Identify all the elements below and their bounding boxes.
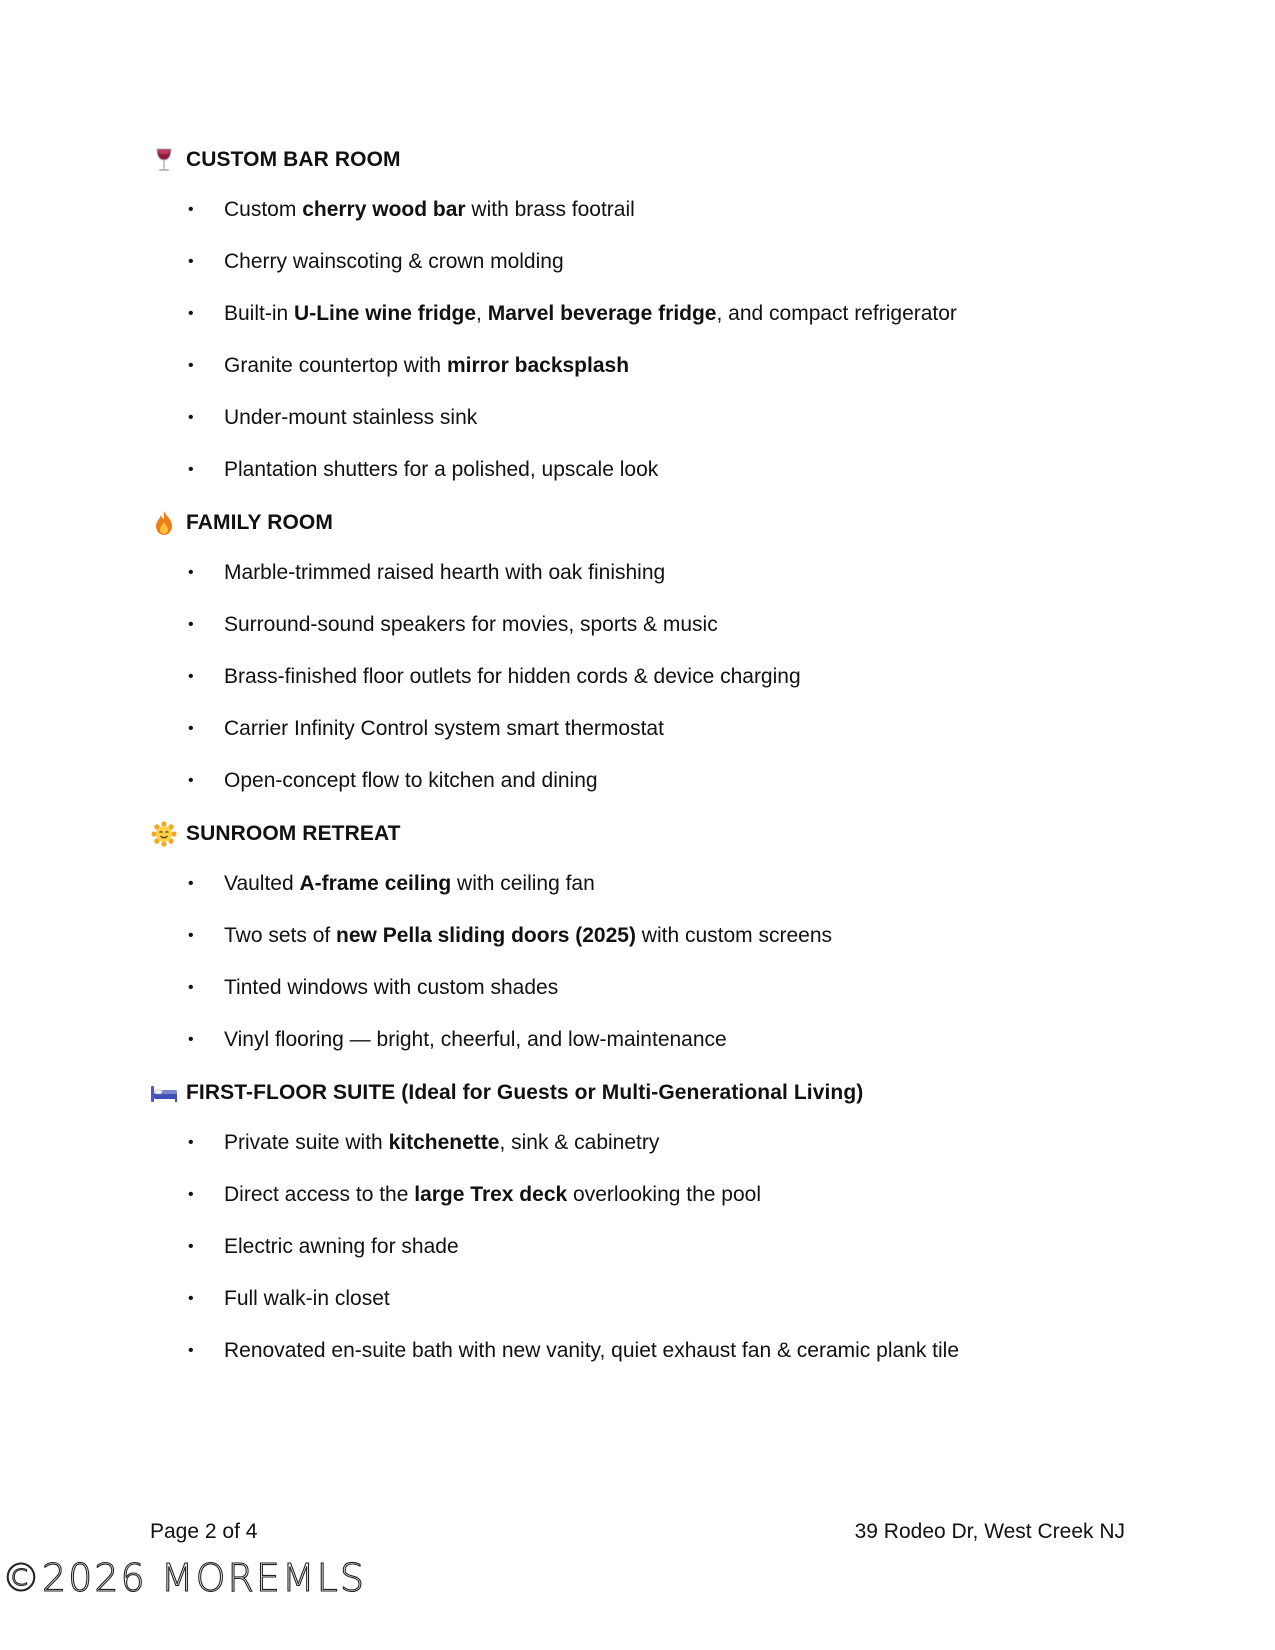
list-item: • Electric awning for shade <box>150 1221 1150 1273</box>
list-item: • Built-in U-Line wine fridge, Marvel beverage fridge, and compact refrigerator <box>150 288 1150 340</box>
list-item: • Brass-finished floor outlets for hidden cords & device charging <box>150 651 1150 703</box>
bullet: • <box>188 1031 194 1048</box>
list-item: • Renovated en-suite bath with new vanity, quiet exhaust fan & ceramic plank tile <box>150 1325 1150 1377</box>
list-item: • Carrier Infinity Control system smart thermostat <box>150 703 1150 755</box>
bullet: • <box>188 875 194 892</box>
item-list <box>150 858 1150 1066</box>
section-sunroom-retreat <box>150 816 1150 1066</box>
bullet: • <box>188 772 194 789</box>
section-custom-bar-room <box>150 142 1150 496</box>
bullet: • <box>188 564 194 581</box>
wine-glass-icon <box>150 146 178 174</box>
bullet: • <box>188 305 194 322</box>
smiling-sun-icon <box>150 820 178 848</box>
section-heading <box>150 142 1150 178</box>
list-item: • Plantation shutters for a polished, upscale look <box>150 444 1150 496</box>
list-item: • Cherry wainscoting & crown molding <box>150 236 1150 288</box>
section-title: FAMILY ROOM <box>186 511 333 534</box>
bullet: • <box>188 979 194 996</box>
footer-address: 39 Rodeo Dr, West Creek NJ <box>854 1520 1125 1543</box>
bullet: • <box>188 1186 194 1203</box>
bullet: • <box>188 1290 194 1307</box>
list-item: • Direct access to the large Trex deck overlooking the pool <box>150 1169 1150 1221</box>
bullet: • <box>188 1134 194 1151</box>
section-first-floor-suite <box>150 1075 1150 1377</box>
section-title: FIRST-FLOOR SUITE (Ideal for Guests or Multi-Generational Living) <box>186 1081 864 1104</box>
bullet: • <box>188 253 194 270</box>
list-item: • Vaulted A-frame ceiling with ceiling fan <box>150 858 1150 910</box>
fire-icon <box>150 509 178 537</box>
list-item: • Full walk-in closet <box>150 1273 1150 1325</box>
item-list <box>150 1117 1150 1377</box>
section-heading <box>150 816 1150 852</box>
section-title: CUSTOM BAR ROOM <box>186 148 401 171</box>
bullet: • <box>188 409 194 426</box>
section-title: SUNROOM RETREAT <box>186 822 401 845</box>
bullet: • <box>188 616 194 633</box>
bullet: • <box>188 668 194 685</box>
section-family-room <box>150 505 1150 807</box>
page-number: Page 2 of 4 <box>150 1520 258 1543</box>
item-list <box>150 547 1150 807</box>
bed-icon <box>150 1079 178 1107</box>
bullet: • <box>188 1342 194 1359</box>
bullet: • <box>188 927 194 944</box>
bullet: • <box>188 720 194 737</box>
bullet: • <box>188 1238 194 1255</box>
list-item: • Private suite with kitchenette, sink & cabinetry <box>150 1117 1150 1169</box>
list-item: • Granite countertop with mirror backsplash <box>150 340 1150 392</box>
section-heading <box>150 1075 1150 1111</box>
list-item: • Surround-sound speakers for movies, sports & music <box>150 599 1150 651</box>
list-item: • Tinted windows with custom shades <box>150 962 1150 1014</box>
list-item: • Under-mount stainless sink <box>150 392 1150 444</box>
list-item: • Vinyl flooring — bright, cheerful, and low-maintenance <box>150 1014 1150 1066</box>
section-heading <box>150 505 1150 541</box>
list-item: • Open-concept flow to kitchen and dining <box>150 755 1150 807</box>
item-list <box>150 184 1150 496</box>
watermark: ©2026 MOREMLS <box>2 1556 366 1600</box>
list-item: • Two sets of new Pella sliding doors (2025) with custom screens <box>150 910 1150 962</box>
list-item: • Marble-trimmed raised hearth with oak finishing <box>150 547 1150 599</box>
list-item: • Custom cherry wood bar with brass footrail <box>150 184 1150 236</box>
bullet: • <box>188 357 194 374</box>
bullet: • <box>188 201 194 218</box>
bullet: • <box>188 461 194 478</box>
